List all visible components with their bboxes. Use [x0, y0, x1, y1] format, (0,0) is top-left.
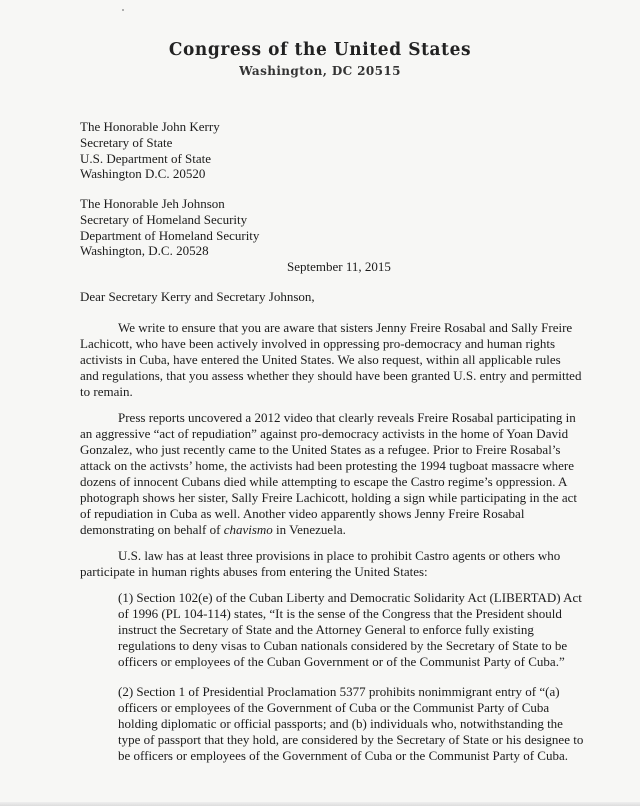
- letterhead: [0, 40, 640, 78]
- paragraph-line: photograph shows her sister, Sally Freire Lachicott, holding a sign while participating in the act: [80, 490, 577, 505]
- address-line: Secretary of Homeland Security: [80, 211, 248, 227]
- address-line: The Honorable Jeh Johnson: [80, 196, 225, 211]
- provision-line: officers or employees of the Government of Cuba or the Communist Party of Cuba: [118, 700, 550, 715]
- paragraph-line: Gonzalez, who just recently came to the United States as a refugee. Prior to Freire Rosabal’s: [80, 442, 561, 457]
- address-line: Washington, D.C. 20528: [80, 243, 209, 259]
- letterhead-subtitle: Washington, DC 20515: [239, 64, 401, 78]
- paragraph-line: Lachicott, who have been actively involved in oppressing pro-democracy and human rights: [80, 336, 556, 351]
- paragraph-line: U.S. law has at least three provisions in place to prohibit Castro agents or others who: [118, 548, 561, 563]
- letter-date: September 11, 2015: [287, 259, 391, 274]
- provision-line: be officers or employees of the Government of Cuba or the Communist Party of Cuba.: [118, 748, 568, 763]
- address-line: Secretary of State: [80, 134, 173, 150]
- recipient-address-johnson: [80, 196, 259, 259]
- body-paragraph-2: [80, 410, 577, 538]
- salutation: Dear Secretary Kerry and Secretary Johnson,: [80, 289, 315, 304]
- provision-line: officers or employees of the Cuban Government or of the Communist Party of Cuba.”: [118, 654, 565, 669]
- address-line: The Honorable John Kerry: [80, 119, 220, 134]
- paragraph-line: and regulations, that you assess whether they should have been granted U.S. entry and permitted: [80, 368, 582, 383]
- provision-line: of 1996 (PL 104-114) states, “It is the sense of the Congress that the President should: [118, 606, 562, 621]
- provision-line: instruct the Secretary of State and the Attorney General to enforce fully existing: [118, 622, 534, 637]
- paragraph-line-chavismo: demonstrating on behalf of chavismo in Venezuela.: [80, 522, 346, 537]
- provision-line: type of passport that they hold, are considered by the Secretary of State or his designee to: [118, 732, 584, 747]
- recipient-address-kerry: [80, 119, 220, 182]
- paragraph-line: to remain.: [80, 384, 133, 399]
- provision-line: (2) Section 1 of Presidential Proclamation 5377 prohibits nonimmigrant entry of “(a): [118, 684, 560, 699]
- paragraph-line: We write to ensure that you are aware that sisters Jenny Freire Rosabal and Sally Freire: [118, 320, 573, 335]
- page-edge: [0, 802, 640, 806]
- paragraph-line: dozens of innocent Cubans died while attempting to escape the Castro regime’s oppression. A: [80, 474, 568, 489]
- paragraph-line: of repudiation in Cuba as well. Another video apparently shows Jenny Freire Rosabal: [80, 506, 525, 521]
- provision-line: holding diplomatic or official passports; and (b) individuals who, notwithstanding the: [118, 716, 563, 731]
- provision-1: [118, 590, 582, 670]
- paragraph-line: Press reports uncovered a 2012 video that clearly reveals Freire Rosabal participating in: [118, 410, 576, 425]
- body-paragraph-1: [80, 320, 582, 400]
- paragraph-line: an aggressive “act of repudiation” against pro-democracy activists in the home of Yoan David: [80, 426, 569, 441]
- address-line: U.S. Department of State: [80, 150, 212, 166]
- address-line: Department of Homeland Security: [80, 227, 260, 243]
- paragraph-line: attack on the activsts’ home, the activists had been protesting the 1994 tugboat massacre where: [80, 458, 574, 473]
- scan-speck: [122, 9, 124, 11]
- address-line: Washington D.C. 20520: [80, 166, 206, 182]
- provision-line: (1) Section 102(e) of the Cuban Liberty and Democratic Solidarity Act (LIBERTAD) Act: [118, 590, 582, 605]
- body-paragraph-3: [80, 548, 570, 580]
- chavismo-italic: chavismo: [223, 522, 273, 537]
- letterhead-title: Congress of the United States: [168, 39, 472, 61]
- paragraph-line: activists in Cuba, have entered the United States. We also request, within all applicable rules: [80, 352, 561, 367]
- provision-line: regulations to deny visas to Cuban nationals considered by the Secretary of State to be: [118, 638, 568, 653]
- paragraph-line: participate in human rights abuses from entering the United States:: [80, 564, 428, 579]
- provision-2: [118, 684, 584, 764]
